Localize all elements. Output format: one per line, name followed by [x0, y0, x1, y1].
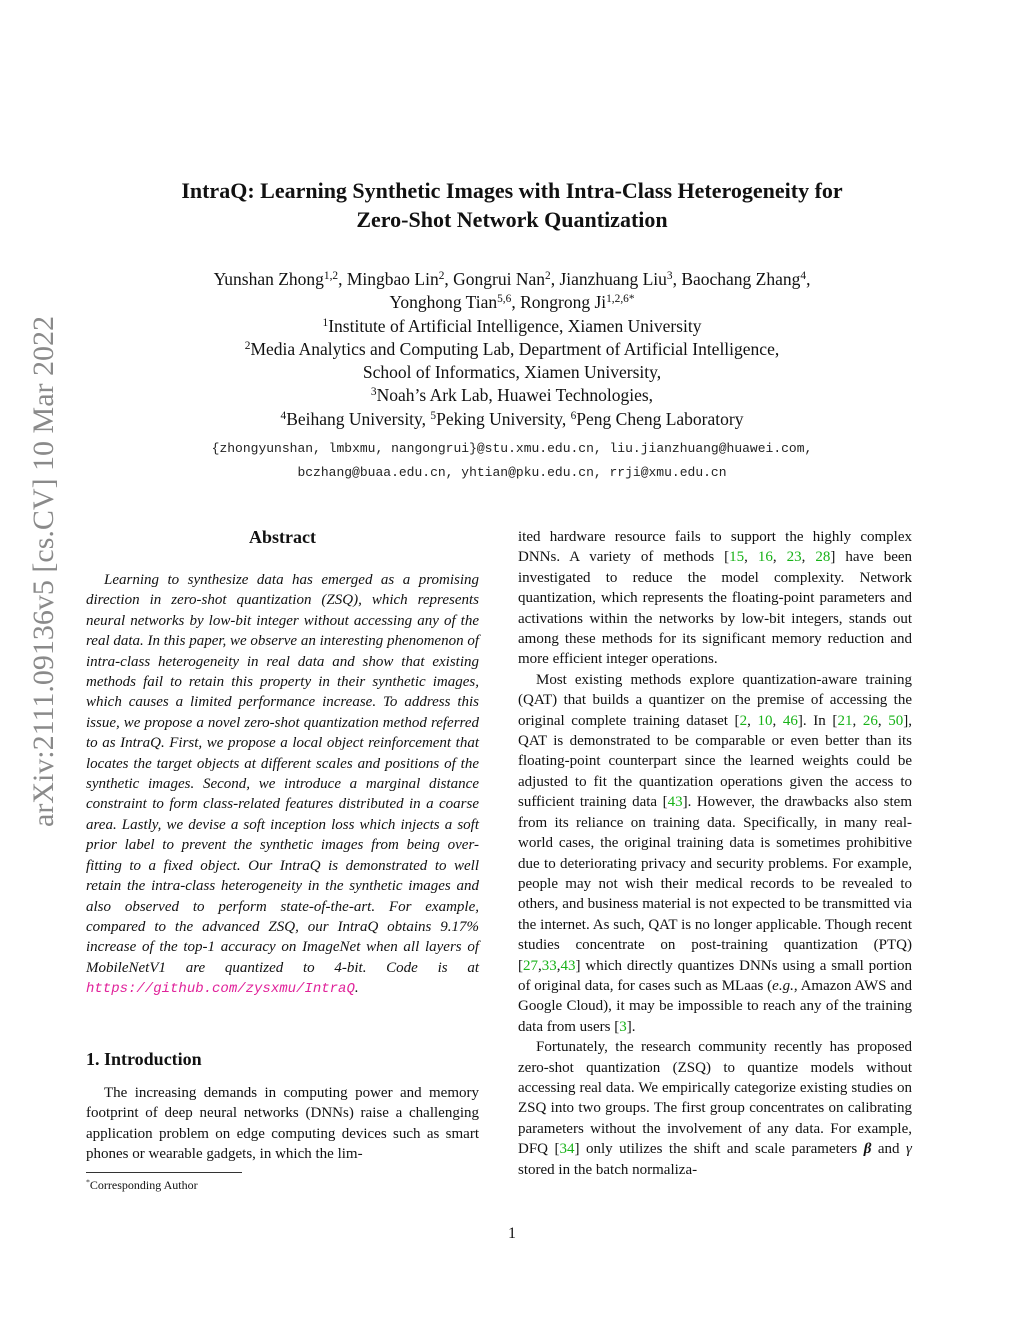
footnote: *Corresponding Author	[86, 1177, 198, 1192]
author-line-2: Yonghong Tian$^{5,6}$, Rongrong $Ji^{1,2,6*}$	[389, 292, 635, 313]
affiliation-2b: School of Informatics, Xiamen University,	[362, 362, 662, 383]
code-link[interactable]: https://github.com/zysxmu/IntraQ	[86, 981, 355, 998]
citation[interactable]: 10	[757, 712, 773, 729]
email-block	[90, 437, 934, 485]
page-number: 1	[508, 1225, 516, 1242]
citation[interactable]: 2	[739, 712, 748, 729]
citation[interactable]: 15	[729, 549, 745, 566]
citation[interactable]: 28	[815, 549, 831, 566]
right-paragraph-1: ited hardware resource fails to support the highly complex DNNs. A variety of methods [15, 16, 23, 28] have been investigated to reduce the model complexity. Network quantization, which represents the floating-point parameters and activations within the networks by low-bit integers, stands out among these methods for its significant memory reduction and more efficient integer operations.	[518, 529, 913, 668]
citation[interactable]: 26	[862, 712, 878, 729]
citation[interactable]: 16	[757, 549, 773, 566]
abstract-heading: Abstract	[249, 527, 316, 547]
affiliation-1: $^1$Institute of Artificial Intelligence, Xiamen University	[322, 315, 702, 336]
section-heading-introduction: 1. Introduction	[86, 1049, 202, 1069]
email-line-1: {zhongyunshan, lmbxmu, nangongrui}@stu.xmu.edu.cn, liu.jianzhuang@huawei.com,	[211, 441, 813, 456]
affiliation-4: $^4$Beihang University, $^5$Peking University, $^6$Peng Cheng Laboratory	[280, 408, 744, 429]
affiliation-2: $^2$Media Analytics and Computing Lab, Department of Artificial Intelligence,	[244, 338, 780, 359]
intro-paragraph-1: The increasing demands in computing power and memory footprint of deep neural networks (DNNs) raise a challenging application problem on edge computing devices such as smart phones or wearable gadgets, in which the lim-	[86, 1085, 479, 1163]
footnote-rule	[86, 1172, 242, 1173]
affiliation-3: $^3$Noah’s Ark Lab, Huawei Technologies,	[370, 385, 654, 406]
citation[interactable]: 3	[619, 1018, 627, 1035]
citation[interactable]: 21	[837, 712, 853, 729]
right-paragraph-2: Most existing methods explore quantization-aware training (QAT) that builds a quantizer on the premise of accessing the original complete training dataset [2, 10, 46]. In [21, 26, 50], QAT is demonstrated to be comparable or even better than its floating-point counterpart since the learned weights could be adjusted to fit the quantization operations given the access to sufficient training data [43]. However, the drawbacks also stem from its reliance on training data. Specifically, in many real-world cases, the original training data is sometimes prohibitive due to deteriorating privacy and security problems. For example, people may not wish their medical records to be revealed to others, and business material is not expected to be transmitted via the internet. As such, QAT is no longer applicable. Though recent studies concentrate on post-training quantization (PTQ) [27,33,43] which directly quantizes DNNs using a small portion of original data, for cases such as MLaas (e.g., Amazon AWS and Google Cloud), it may be impossible to reach any of the training data from users [3].	[518, 671, 913, 1035]
citation[interactable]: 43	[560, 957, 576, 974]
email-line-2: bczhang@buaa.edu.cn, yhtian@pku.edu.cn, rrji@xmu.edu.cn	[297, 465, 727, 480]
beta-symbol: β	[863, 1141, 872, 1158]
citation[interactable]: 43	[667, 794, 683, 811]
author-block	[90, 268, 934, 431]
citation[interactable]: 50	[888, 712, 904, 729]
citation[interactable]: 27	[523, 957, 538, 974]
author-line-1: Yunshan Zhong$^{1,2}$, Mingbao Lin$^2$, Gongrui Nan$^2$, Jianzhuang Liu$^3$, Baochang Zhang$^4$,	[213, 269, 811, 289]
right-paragraph-3: Fortunately, the research community recently has proposed zero-shot quantization (ZSQ) to quantize models without accessing real data. We empirically categorize existing studies on ZSQ into two groups. The first group concentrates on calibrating parameters without the involvement of any data. For example, DFQ [34] only utilizes the shift and scale parameters β and γ stored in the batch normaliza-	[518, 1039, 912, 1178]
paper-title	[90, 176, 934, 234]
citation[interactable]: 33	[541, 957, 557, 974]
right-column	[518, 527, 912, 1180]
citation[interactable]: 23	[786, 549, 802, 566]
abstract-body: Learning to synthesize data has emerged as a promising direction in zero-shot quantization (ZSQ), which represents neural networks by low-bit integer without accessing any of the real data. In this paper, we observe an interesting phenomenon of intra-class heterogeneity in real data and show that existing methods fail to retain this property in their synthetic images, which causes a limited performance increase. To address this issue, we propose a novel zero-shot quantization method referred to as IntraQ. First, we propose a local object reinforcement that locates the target objects at different scales and positions of the synthetic images. Second, we introduce a marginal distance constraint to form class-related features distributed in a coarse area. Lastly, we devise a soft inception loss which injects a soft prior label to prevent the synthetic images from being over-fitting to a fixed object. Our IntraQ is demonstrated to well retain the intra-class heterogeneity in the synthetic images and also observed to perform state-of-the-art. For example, compared to the advanced ZSQ, our IntraQ obtains 9.17% increase of the top-1 accuracy on ImageNet when all layers of MobileNetV1 are quantized to 4-bit. Code is at https://github.com/zysxmu/IntraQ.	[86, 572, 480, 998]
citation[interactable]: 34	[559, 1141, 575, 1158]
title-line-1: IntraQ: Learning Synthetic Images with Intra-Class Heterogeneity for	[181, 178, 843, 203]
gamma-symbol: γ	[906, 1141, 912, 1158]
title-line-2: Zero-Shot Network Quantization	[356, 207, 668, 232]
citation[interactable]: 46	[782, 712, 798, 729]
arxiv-side-banner: arXiv:2111.09136v5 [cs.CV] 10 Mar 2022	[27, 315, 60, 827]
